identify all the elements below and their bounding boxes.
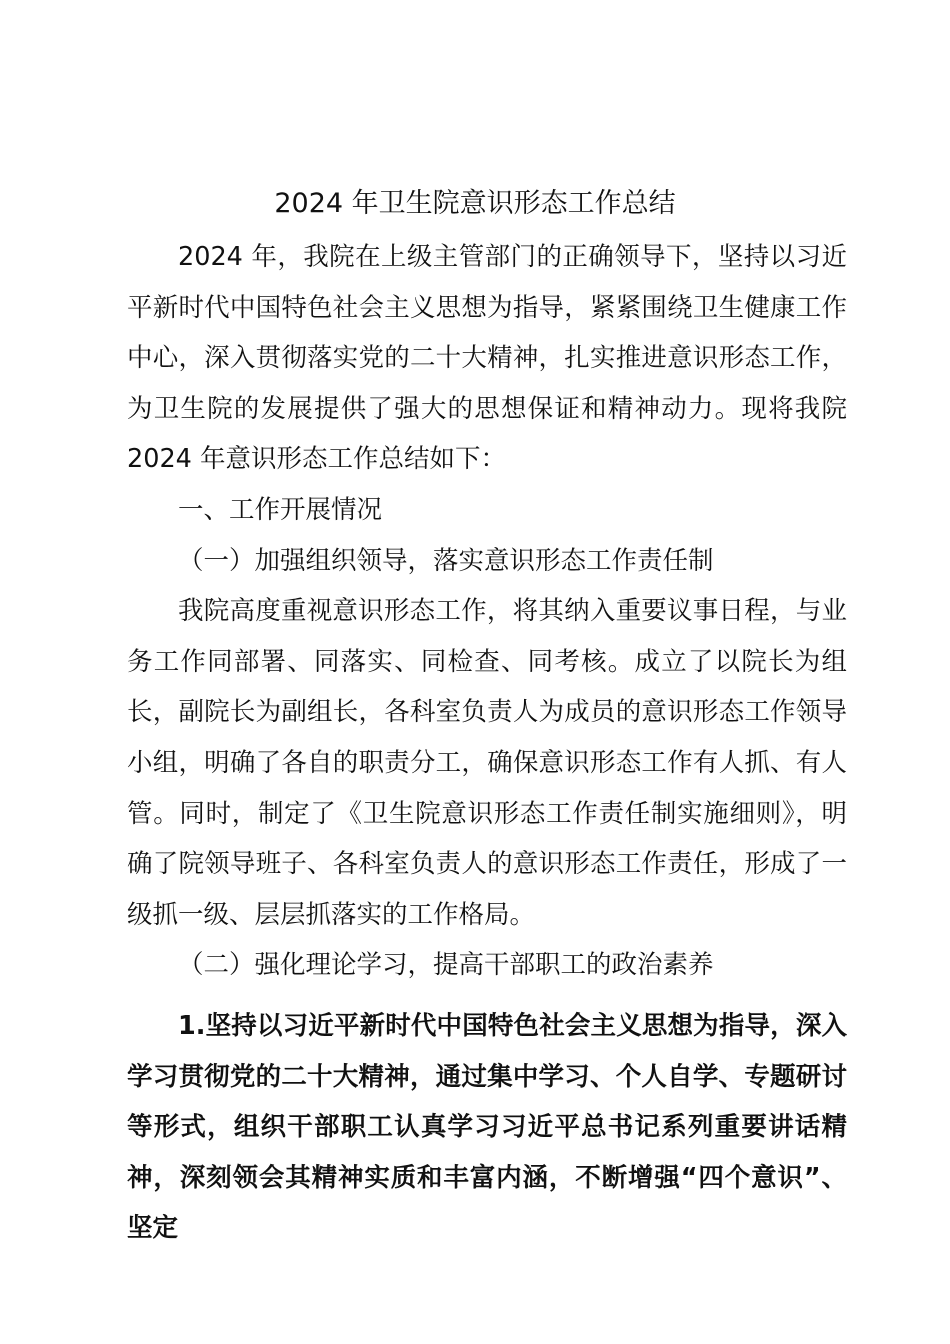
- subsection-heading-1: （一）加强组织领导，落实意识形态工作责任制: [178, 545, 714, 576]
- body-paragraph-1: 我院高度重视意识形态工作，将其纳入重要议事日程，与业务工作同部署、同落实、同检查、同考核。成立了以院长为组长，副院长为副组长，各科室负责人为成员的意识形态工作领导小组，明确了各自的职责分工，确保意识形态工作有人抓、有人管。同时，制定了《卫生院意识形态工作责任制实施细则》，明确了院领导班子、各科室负责人的意识形态工作责任，形成了一级抓一级、层层抓落实的工作格局。: [127, 596, 847, 930]
- intro-paragraph: 2024 年，我院在上级主管部门的正确领导下，坚持以习近平新时代中国特色社会主义思想为指导，紧紧围绕卫生健康工作中心，深入贯彻落实党的二十大精神，扎实推进意识形态工作，为卫生院的发展提供了强大的思想保证和精神动力。现将我院 2024 年意识形态工作总结如下：: [127, 242, 847, 475]
- document-title: 2024 年卫生院意识形态工作总结: [274, 188, 676, 219]
- subsection-heading-2: （二）强化理论学习，提高干部职工的政治素养: [178, 950, 714, 981]
- document-body: [127, 232, 847, 1254]
- section-heading-1: 一、工作开展情况: [178, 494, 383, 525]
- body-paragraph-2-bold: 1.坚持以习近平新时代中国特色社会主义思想为指导，深入学习贯彻党的二十大精神，通过集中学习、个人自学、专题研讨等形式，组织干部职工认真学习习近平总书记系列重要讲话精神，深刻领会其精神实质和丰富内涵，不断增强“四个意识”、坚定: [127, 1010, 847, 1244]
